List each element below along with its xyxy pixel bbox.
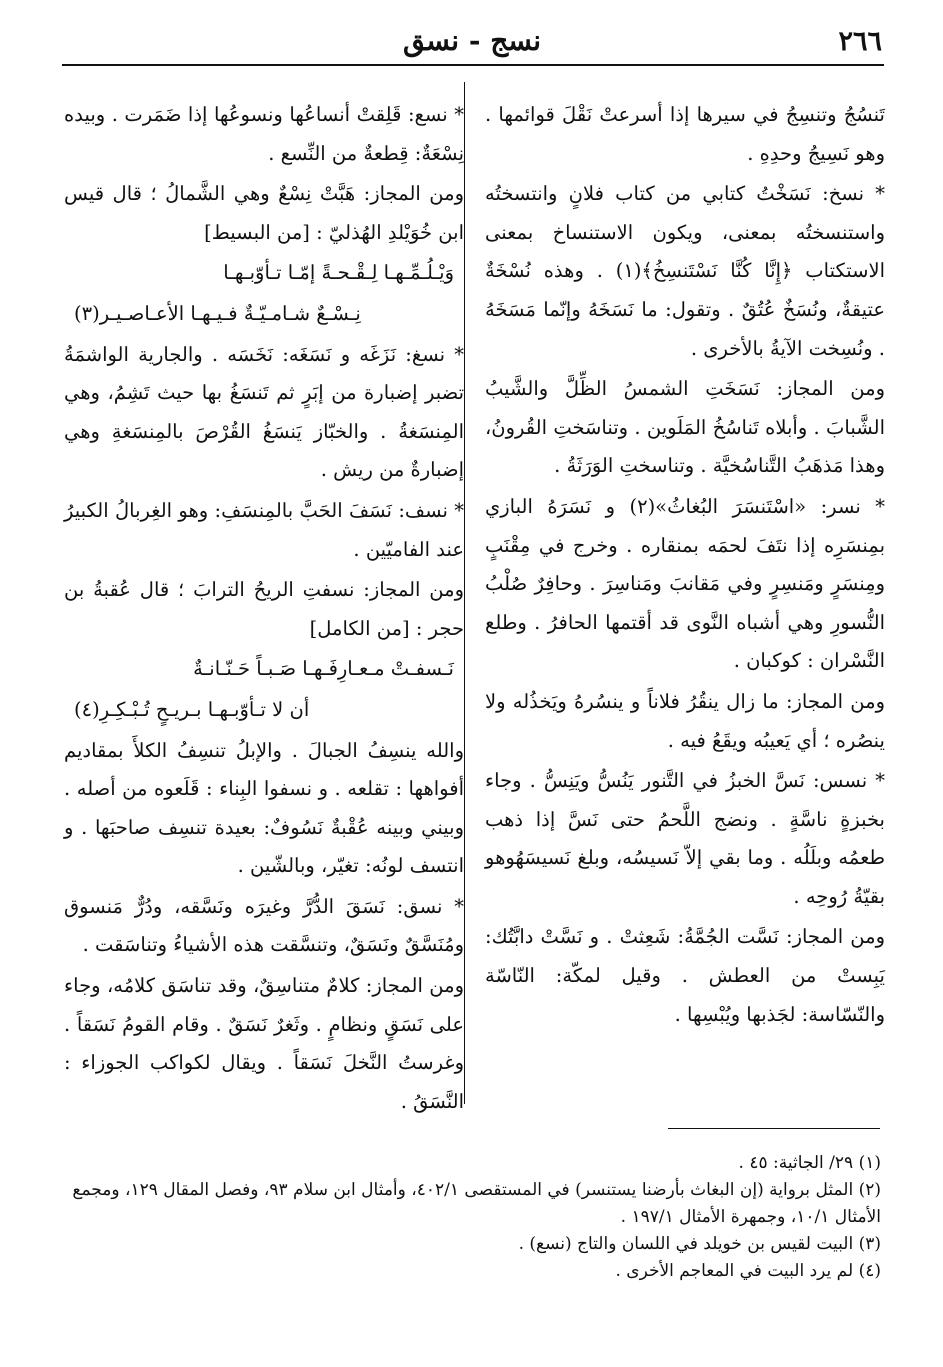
- footnote-rule: [668, 1128, 880, 1129]
- entry-nasasa: * نسس: نَسَّ الخبزُ في التَّنور يَنُسُّ ويَنِسُّ . وجاء بخبزةٍ ناسَّةٍ . ونضج اللَّحمُ حتى نَسَّ إذا ذهب طعمُه وبلَلُه . وما بقي إلاّ نَسيسُه، وبلغ نَسيسَهُوهو بقيّةُ رُوحِه .: [485, 769, 885, 908]
- entry-nasaja-end: تَنسُجُ وتنسِجُ في سيرها إذا أسرعتْ نَقْلَ قوائمها . وهو نَسِيجُ وحدِهِ .: [485, 103, 885, 165]
- footnotes: [61, 1150, 881, 1285]
- verse-line-2: نِـسْـعٌ شـامـيّـةٌ فـيـهـا الأعـاصـيـر(٣): [74, 301, 361, 325]
- entry-nasafa-cont: والله ينسِفُ الجبالَ . والإبلُ تنسِفُ الكلأَ بمقاديم أفواهها : تقلعه . و نسفوا البِناء : قَلَعوه من أصله . وبيني وبينه عُقْبةٌ نَسُوفٌ: بعيدة تنسِف صاحبَها . و انتسف لونُه: تغيّر، وبالشّين .: [64, 738, 464, 878]
- page-number: ٢٦٦: [838, 26, 882, 57]
- right-column: [485, 96, 885, 1036]
- verse-line-1: وَيْـلُـمِّـهـا لِـقْـحـةً إمّـا تـأوّبـهـا: [223, 261, 454, 285]
- entry-nasaa: * نسع: قَلِقتْ أنساعُها ونسوعُها إذا ضَمَرت . وبيده نِسْعَةٌ: قِطعةٌ من النِّسع .: [64, 103, 464, 165]
- footnote-3: (٣) البيت لقيس بن خويلد في اللسان والتاج (نسع) .: [518, 1234, 881, 1254]
- verse-line-3: نَـسفـتْ مـعـارِفَـهـا صَـبـاً حَـنّـانـةٌ: [193, 657, 454, 681]
- entry-nasasa-majaz: ومن المجاز: نَسَّت الجُمَّةُ: شَعِثتْ . و نَسَّتْ دابَّتُك: يَبِستْ من العطش . وقيل لمكّة: النّاسّة والنّسّاسة: لجَذبها ويُبْسِها .: [485, 925, 885, 1026]
- running-title: نسج - نسق: [402, 24, 542, 57]
- entry-nasakha: * نسخ: نَسَخْتُ كتابي من كتاب فلانٍ وانتسختُه واستنسختُه بمعنى، ويكون الاستنساخ بمعنى الاستكتاب ﴿إِنَّا كُنَّا نَسْتَنسِخُ﴾(١) . وهذه نُسْخَةٌ عتيقةٌ، ونُسَخٌ عُتُقٌ . وتقول: ما نَسَخَهُ وإنّما مَسَخَهُ . ونُسِخت الآيةُ بالأخرى .: [485, 182, 885, 360]
- header-rule: [62, 64, 884, 66]
- left-column: [64, 96, 464, 1123]
- column-divider: [464, 82, 465, 1104]
- entry-nasaqa-majaz: ومن المجاز: كلامٌ متناسِقٌ، وقد تناسَق كلامُه، وجاء على نَسَقٍ ونظامٍ . وثَغرٌ نَسَقٌ . وقام القومُ نَسَقاً . وغرستُ النَّخلَ نَسَقاً . ويقال لكواكب الجوزاء : النَّسَقُ .: [64, 974, 464, 1113]
- footnote-4: (٤) لم يرد البيت في المعاجم الأخرى .: [615, 1261, 881, 1281]
- entry-nasaa-majaz: ومن المجاز: هَبَّتْ نِسْعٌ وهي الشَّمالُ ؛ قال قيس ابن خُوَيْلدِ الهُذليّ : [من البسيط]: [64, 182, 464, 244]
- entry-nasara-majaz: ومن المجاز: ما زال ينقُرُ فلاناً و ينسُرهُ ويَخذُله ولا ينصُره ؛ أي يَعيبُه ويقَعُ فيه .: [485, 689, 885, 752]
- entry-nasafa-majaz: ومن المجاز: نسفتِ الريحُ الترابَ ؛ قال عُقبةُ بن حجر : [من الكامل]: [64, 578, 464, 640]
- entry-nasafa: * نسف: نَسَفَ الحَبَّ بالمِنسَفِ: وهو الغِربالُ الكبيرُ عند الفاميّين .: [64, 498, 464, 561]
- page-header: [62, 22, 882, 66]
- verse-line-4: أن لا تـأوّبـهـا بـريـحٍ تُـبْـكِـرِ(٤): [74, 697, 310, 721]
- entry-nasakha-majaz: ومن المجاز: نَسَخَتِ الشمسُ الظِّلَّ والشَّيبُ الشَّبابَ . وأبلاه تَناسُخُ المَلَوين . وتناسَختِ القُرونُ، وهذا مَذهَبُ التَّناسُخيَّة . وتناسختِ الوَرَثَةُ .: [485, 377, 885, 478]
- entry-nasagha: * نسغ: نَزَغَه و نَسَغَه: نَخَسَه . والجارية الواشمَةُ تضبر إضبارة من إبَرٍ ثم تَنسَغُ بها حيث تَشِمُ، وهي المِنسَغةُ . والخبّاز يَنسَغُ القُرْصَ بالمِنسَغةِ وهي إضبارةٌ من ريش .: [64, 342, 464, 482]
- footnote-1: (١) ٢٩/ الجاثية: ٤٥ .: [738, 1153, 881, 1173]
- footnote-2: (٢) المثل برواية (إن البغاث بأرضنا يستنسر) في المستقصى ٤٠٢/١، وأمثال ابن سلام ٩٣، وفصل المقال ١٢٩، ومجمع الأمثال ١٠/١، وجمهرة الأمثال ١٩٧/١ .: [72, 1180, 881, 1227]
- entry-nasaqa: * نسق: نَسَقَ الدُّرَّ وغيرَه ونَسَّقه، ودُرٌّ مَنسوق ومُنَسَّقٌ ونَسَقٌ، وتنسَّقت هذه الأشياءُ وتناسَقت .: [64, 894, 464, 957]
- entry-nasara: * نسر: «اسْتَنسَرَ البُغاثُ»(٢) و نَسَرَهُ البازي بمِنسَرِه إذا نتَفَ لحمَه بمنقاره . وخرج في مِقْنَبٍ ومِنسَرٍ ومَنسِرٍ وفي مَقانبَ ومَناسِرَ . وحافِرٌ صُلْبُ النُّسورِ وهي أشباه النَّوى قد أقتمها الحافرُ . وطلع النَّسْران : كوكبان .: [485, 494, 885, 673]
